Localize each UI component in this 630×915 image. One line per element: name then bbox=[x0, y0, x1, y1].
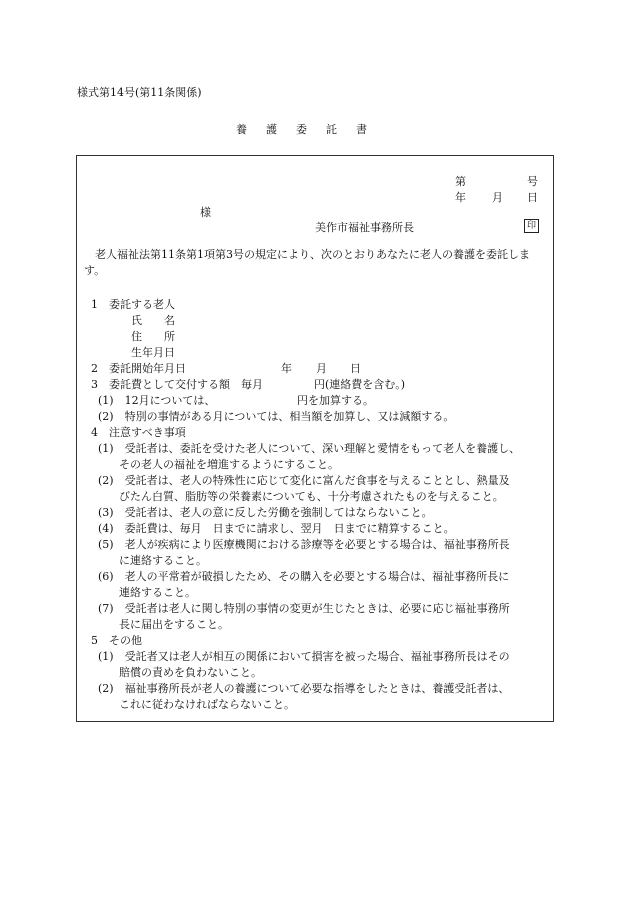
field-name-label: 氏 名 bbox=[131, 314, 175, 327]
item-4-4-text: (4) 委託費は、毎月 日までに請求し、翌月 日までに精算すること。 bbox=[98, 522, 455, 535]
item-5-2-line2: これに従わなければならないこと。 bbox=[119, 698, 295, 711]
item-4-1-line2: その老人の福祉を増進するようにすること。 bbox=[119, 458, 339, 471]
item-1-heading: 1 委託する老人 bbox=[91, 298, 175, 311]
item-5-1-line1: (1) 受託者又は老人が相互の関係において損害を被った場合、福祉事務所長はその bbox=[98, 650, 510, 663]
number-suffix: 号 bbox=[527, 175, 538, 188]
number-prefix: 第 bbox=[455, 175, 466, 188]
field-address-label: 住 所 bbox=[131, 330, 175, 343]
addressee-suffix: 様 bbox=[200, 206, 211, 219]
item-4-1-line1: (1) 受託者は、委託を受けた老人について、深い理解と愛情をもって老人を養護し、 bbox=[98, 442, 521, 455]
item-4-2-line1: (2) 受託者は、老人の特殊性に応じて変化に富んだ食事を与えることとし、熱量及 bbox=[98, 474, 510, 487]
document-title: 養護委託書 bbox=[236, 123, 386, 136]
item-2-heading: 2 委託開始年月日 bbox=[91, 362, 186, 375]
item-5-2-line1: (2) 福祉事務所長が老人の養護について必要な指導をしたときは、養護受託者は、 bbox=[98, 682, 510, 695]
item-4-5-line2: に連絡すること。 bbox=[119, 554, 207, 567]
item-2-day: 日 bbox=[350, 362, 361, 375]
item-4-2-line2: びたん白質、脂肪等の栄養素についても、十分考慮されたものを与えること。 bbox=[119, 490, 504, 503]
date-year: 年 bbox=[455, 191, 466, 204]
item-3-heading: 3 委託費として交付する額 毎月 bbox=[91, 378, 263, 391]
item-5-1-line2: 賠償の責めを負わないこと。 bbox=[119, 666, 262, 679]
date-month: 月 bbox=[492, 191, 503, 204]
form-label: 様式第14号(第11条関係) bbox=[77, 86, 202, 99]
item-4-7-line2: 長に届出をすること。 bbox=[119, 618, 229, 631]
intro-paragraph: 老人福祉法第11条第1項第3号の規定により、次のとおりあなたに老人の養護を委託します。 bbox=[84, 248, 530, 277]
item-4-heading: 4 注意すべき事項 bbox=[91, 426, 186, 439]
seal-mark: 印 bbox=[524, 219, 539, 233]
item-4-7-line1: (7) 受託者は老人に関し特別の事情の変更が生じたときは、必要に応じ福祉事務所 bbox=[98, 602, 510, 615]
item-2-year: 年 bbox=[281, 362, 292, 375]
item-2-month: 月 bbox=[316, 362, 327, 375]
item-4-6-line1: (6) 老人の平常着が破損したため、その購入を必要とする場合は、福祉事務所長に bbox=[98, 570, 510, 583]
item-3-1-yen: 円を加算する。 bbox=[297, 394, 374, 407]
date-day: 日 bbox=[527, 191, 538, 204]
field-birthdate-label: 生年月日 bbox=[131, 346, 175, 359]
issuer-name: 美作市福祉事務所長 bbox=[315, 221, 414, 234]
item-4-3-text: (3) 受託者は、老人の意に反した労働を強制してはならないこと。 bbox=[98, 506, 433, 519]
item-3-yen: 円(連絡費を含む。) bbox=[314, 378, 406, 391]
item-4-6-line2: 連絡すること。 bbox=[119, 586, 196, 599]
item-3-1-text: (1) 12月については、 bbox=[98, 394, 216, 407]
item-4-5-line1: (5) 老人が疾病により医療機関における診療等を必要とする場合は、福祉事務所長 bbox=[98, 538, 510, 551]
item-5-heading: 5 その他 bbox=[91, 634, 142, 647]
item-3-2-text: (2) 特別の事情がある月については、相当額を加算し、又は減額する。 bbox=[98, 410, 455, 423]
